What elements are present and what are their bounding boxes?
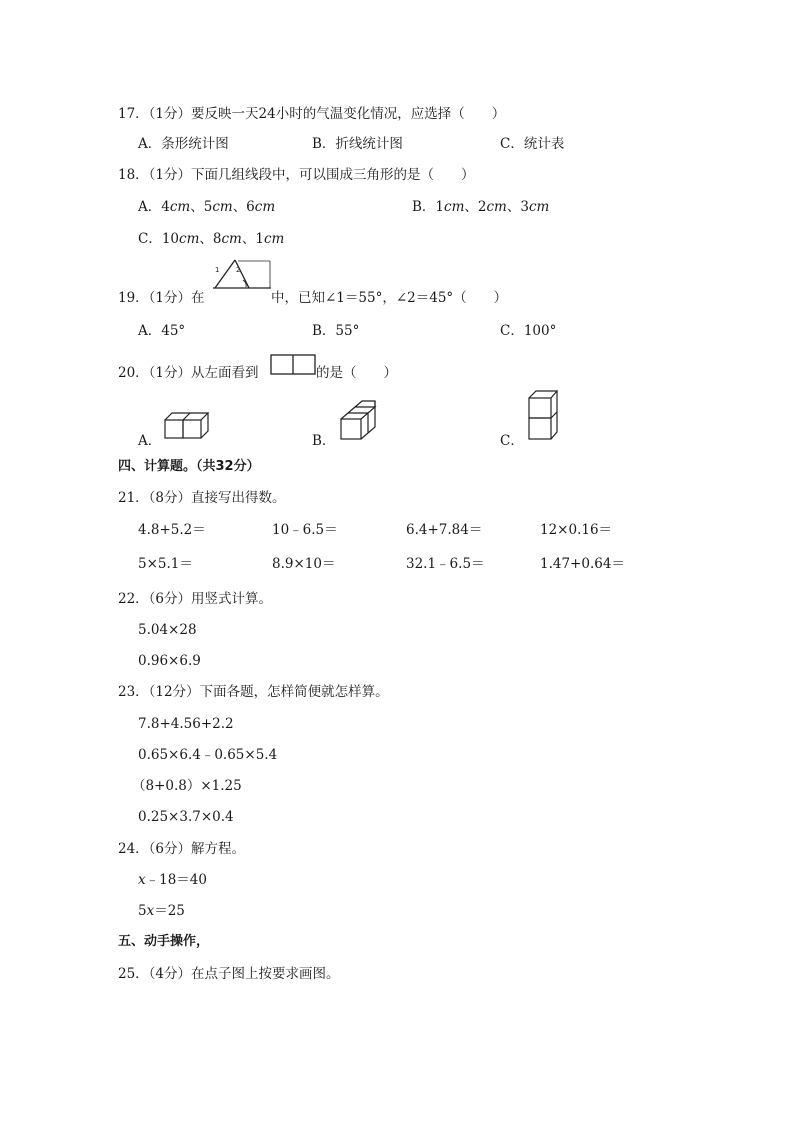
q18-option-c[interactable]: C．10cm、8cm、1cm [138, 231, 285, 247]
q20-option-c-cubes [527, 388, 559, 442]
q20-option-b[interactable]: B． [312, 433, 336, 449]
q24-stem: 24．（6分）解方程。 [118, 841, 246, 857]
q21-stem: 21．（8分）直接写出得数。 [118, 490, 286, 506]
q22-item: 5.04×28 [138, 622, 197, 638]
q23-item: 0.25×3.7×0.4 [138, 809, 234, 825]
q21-item: 8.9×10＝ [272, 556, 336, 572]
q17-stem: 17．（1分）要反映一天24小时的气温变化情况，应选择（ ） [118, 106, 506, 122]
q22-item: 0.96×6.9 [138, 653, 201, 669]
q20-option-a[interactable]: A． [138, 433, 162, 449]
q17-option-a[interactable]: A．条形统计图 [138, 136, 229, 152]
q19-stem-before: 19．（1分）在 [118, 290, 205, 306]
q21-item: 12×0.16＝ [540, 522, 613, 538]
q17-option-c[interactable]: C．统计表 [500, 136, 565, 152]
q23-item: （8+0.8）×1.25 [132, 778, 242, 794]
q24-equation-2: 5x＝25 [138, 903, 185, 919]
q19-stem-after: 中，已知∠1＝55°，∠2＝45°（ ） [271, 290, 508, 306]
q22-stem: 22．（6分）用竖式计算。 [118, 591, 273, 607]
q23-item: 0.65×6.4﹣0.65×5.4 [138, 747, 278, 763]
q19-angle-2-label: 2 [236, 266, 241, 274]
q20-left-view-figure [270, 354, 316, 376]
q18-option-b[interactable]: B．1cm、2cm、3cm [412, 199, 550, 215]
q21-item: 32.1﹣6.5＝ [406, 556, 485, 572]
q23-item: 7.8+4.56+2.2 [138, 716, 234, 732]
q20-option-a-cubes [164, 412, 210, 440]
q21-item: 5×5.1＝ [138, 556, 193, 572]
q18-stem: 18．（1分）下面几组线段中，可以围成三角形的是（ ） [118, 167, 475, 183]
q21-item: 6.4+7.84＝ [406, 522, 483, 538]
q19-option-b[interactable]: B．55° [312, 323, 360, 339]
q21-item: 1.47+0.64＝ [540, 556, 625, 572]
q20-option-c[interactable]: C． [500, 433, 524, 449]
q19-option-c[interactable]: C．100° [500, 323, 557, 339]
q25-stem: 25．（4分）在点子图上按要求画图。 [118, 966, 340, 982]
q19-option-a[interactable]: A．45° [138, 323, 186, 339]
section-5-heading: 五、动手操作， [118, 934, 210, 949]
q24-equation-1: x﹣18＝40 [138, 872, 207, 888]
q23-stem: 23．（12分）下面各题，怎样简便就怎样算。 [118, 684, 389, 700]
q20-stem-after: 的是（ ） [316, 365, 397, 381]
q21-item: 10﹣6.5＝ [272, 522, 338, 538]
q19-triangle-figure [213, 258, 273, 292]
q20-option-b-cubes [339, 399, 377, 442]
q19-angle-1-label: 1 [215, 266, 220, 274]
q20-stem-before: 20．（1分）从左面看到 [118, 365, 259, 381]
section-4-heading: 四、计算题。（共32分） [118, 459, 260, 474]
q17-option-b[interactable]: B．折线统计图 [312, 136, 403, 152]
q18-option-a[interactable]: A．4cm、5cm、6cm [138, 199, 276, 215]
q21-item: 4.8+5.2＝ [138, 522, 206, 538]
